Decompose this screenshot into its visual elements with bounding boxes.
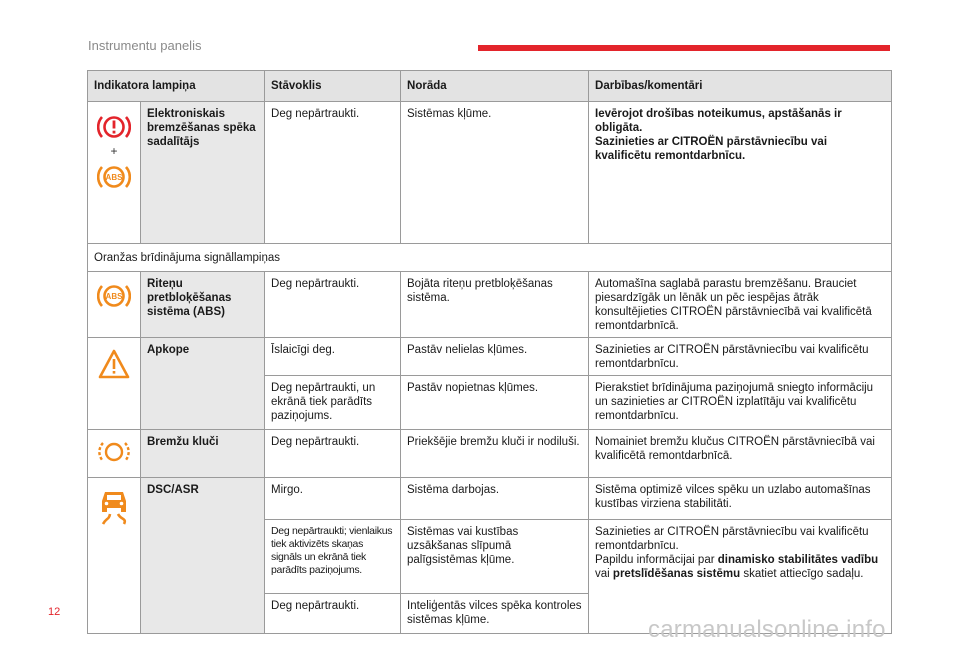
- lamp-name: Apkope: [141, 338, 265, 430]
- header-accent-bar: [478, 45, 890, 51]
- indicates-text: Sistēma darbojas.: [401, 478, 589, 520]
- page-number: 12: [48, 606, 61, 618]
- column-header-indicates: Norāda: [401, 71, 589, 102]
- lamp-name: Bremžu kluči: [141, 430, 265, 478]
- state-text: Īslaicīgi deg.: [265, 338, 401, 376]
- table-row: [88, 338, 892, 376]
- state-text: Deg nepārtraukti; vienlaikus tiek aktivizēts skaņas signāls un ekrānā tiek parādīts paziņojums.: [265, 520, 401, 594]
- action-fragment: vai: [595, 568, 613, 580]
- icon-cell: [88, 102, 141, 244]
- brake-pads-icon: [88, 439, 140, 465]
- icon-cell: [88, 272, 141, 338]
- abs-icon: [88, 162, 140, 192]
- icon-cell: [88, 338, 141, 430]
- action-paragraph: [595, 553, 885, 581]
- action-fragment: Papildu informācijai par: [595, 554, 718, 566]
- brake-warning-icon: [88, 112, 140, 142]
- skidding-car-icon: [88, 486, 140, 526]
- lamp-name: Riteņu pretbloķēšanas sistēma (ABS): [141, 272, 265, 338]
- action-paragraph: Sazinieties ar CITROËN pārstāvniecību vai kvalificētu remontdarbnīcu.: [595, 136, 828, 162]
- svg-text:ABS: ABS: [105, 173, 123, 182]
- icon-cell: [88, 430, 141, 478]
- column-header-actions: Darbības/komentāri: [589, 71, 892, 102]
- warning-lamps-table: [87, 70, 892, 634]
- indicates-text: Sistēmas kļūme.: [401, 102, 589, 244]
- action-text: Sistēma optimizē vilces spēku un uzlabo automašīnas kustības virziena stabilitāti.: [589, 478, 892, 520]
- table-row: [88, 430, 892, 478]
- table-row: [88, 478, 892, 520]
- indicates-text: Bojāta riteņu pretbloķēšanas sistēma.: [401, 272, 589, 338]
- plus-sign: +: [110, 144, 118, 158]
- column-header-lamp: Indikatora lampiņa: [88, 71, 265, 102]
- column-header-state: Stāvoklis: [265, 71, 401, 102]
- table-row: [88, 102, 892, 244]
- table-row: [88, 272, 892, 338]
- watermark: carmanualsonline.info: [648, 616, 886, 643]
- service-warning-triangle-icon: [88, 348, 140, 380]
- action-paragraph: Ievērojot drošības noteikumus, apstāšanās ir obligāta.: [595, 108, 842, 134]
- abs-icon: [88, 281, 140, 311]
- state-text: Deg nepārtraukti.: [265, 430, 401, 478]
- state-text: Mirgo.: [265, 478, 401, 520]
- section-label: Oranžas brīdinājuma signāllampiņas: [88, 244, 892, 272]
- action-text: Pierakstiet brīdinājuma paziņojumā sniegto informāciju un sazinieties ar CITROËN izplatītāju vai kvalificētu remontdarbnīcu.: [589, 376, 892, 430]
- action-paragraph: Sazinieties ar CITROËN pārstāvniecību vai kvalificētu remontdarbnīcu.: [595, 526, 869, 552]
- icon-cell: [88, 478, 141, 634]
- action-text: Sazinieties ar CITROËN pārstāvniecību vai kvalificētu remontdarbnīcu.: [589, 338, 892, 376]
- action-fragment: skatiet attiecīgo sadaļu.: [740, 568, 864, 580]
- action-text: [589, 102, 892, 244]
- state-text: Deg nepārtraukti, un ekrānā tiek parādīts paziņojums.: [265, 376, 401, 430]
- lamp-name: DSC/ASR: [141, 478, 265, 634]
- action-text: Automašīna saglabā parastu bremzēšanu. Brauciet piesardzīgāk un lēnāk un pēc iespējas ātrāk konsultējieties CITROËN pārstāvniecībā vai kvalificētā remontdarbnīcā.: [589, 272, 892, 338]
- asr-section-reference: pretslīdēšanas sistēmu: [612, 568, 741, 580]
- state-text: Deg nepārtraukti.: [265, 102, 401, 244]
- page-header-title: Instrumentu panelis: [88, 38, 202, 53]
- section-row: [88, 244, 892, 272]
- svg-text:ABS: ABS: [105, 292, 123, 301]
- table-header-row: [88, 71, 892, 102]
- dsc-section-reference: dinamisko stabilitātes vadību: [717, 554, 879, 566]
- indicates-text: Pastāv nopietnas kļūmes.: [401, 376, 589, 430]
- lamp-name: Elektroniskais bremzēšanas spēka sadalītājs: [141, 102, 265, 244]
- indicates-text: Inteliģentās vilces spēka kontroles sistēmas kļūme.: [401, 594, 589, 634]
- indicates-text: Sistēmas vai kustības uzsākšanas slīpumā palīgsistēmas kļūme.: [401, 520, 589, 594]
- indicates-text: Priekšējie bremžu kluči ir nodiluši.: [401, 430, 589, 478]
- state-text: Deg nepārtraukti.: [265, 594, 401, 634]
- action-text: Nomainiet bremžu klučus CITROËN pārstāvniecībā vai kvalificētā remontdarbnīcā.: [589, 430, 892, 478]
- indicates-text: Pastāv nelielas kļūmes.: [401, 338, 589, 376]
- state-text: Deg nepārtraukti.: [265, 272, 401, 338]
